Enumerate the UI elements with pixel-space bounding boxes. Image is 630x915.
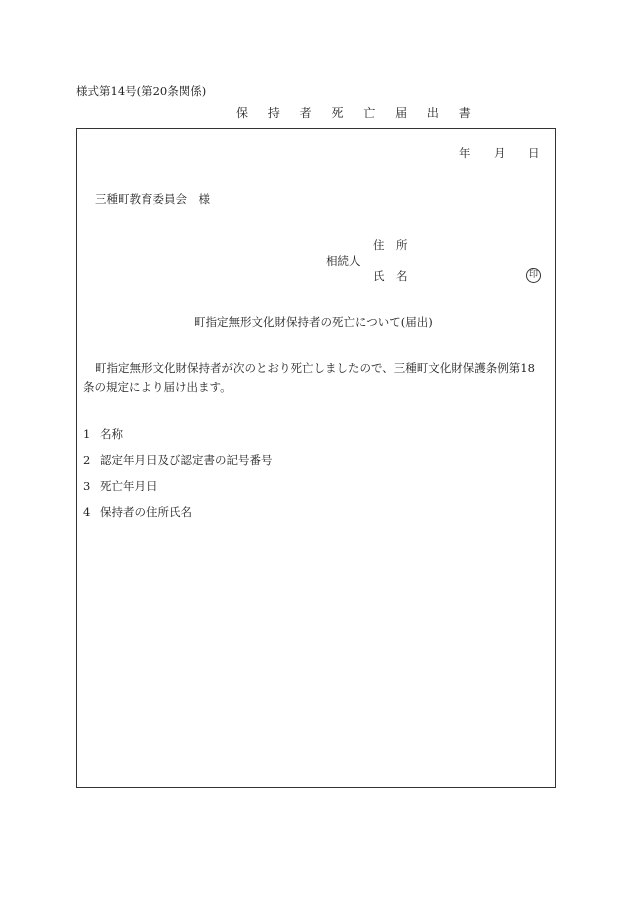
item-number: 2: [83, 453, 91, 467]
item-label: 名称: [100, 427, 123, 441]
item-label: 保持者の住所氏名: [100, 505, 192, 519]
item-number: 3: [83, 479, 91, 493]
subject-line: 町指定無形文化財保持者の死亡について(届出): [194, 315, 433, 329]
document-title: 保 持 者 死 亡 届 出 書: [236, 106, 479, 120]
item-label: 死亡年月日: [100, 479, 158, 493]
item-number: 1: [83, 427, 91, 441]
body-line-1: 町指定無形文化財保持者が次のとおり死亡しましたので、三種町文化財保護条例第18: [95, 361, 535, 375]
name-label: 氏 名: [373, 269, 408, 283]
item-number: 4: [83, 505, 91, 519]
date-month-label: 月: [494, 146, 506, 160]
body-line-2: 条の規定により届け出ます。: [83, 380, 232, 394]
address-label: 住 所: [373, 238, 408, 252]
seal-mark: 印: [526, 268, 541, 283]
list-item: [83, 452, 273, 468]
list-item: [83, 504, 192, 520]
date-day-label: 日: [528, 146, 540, 160]
addressee: 三種町教育委員会 様: [95, 192, 210, 206]
list-item: [83, 478, 158, 494]
date-year-label: 年: [459, 146, 471, 160]
list-item: [83, 426, 123, 442]
form-number: 様式第14号(第20条関係): [76, 84, 207, 98]
applicant-label: 相続人: [326, 254, 361, 268]
item-label: 認定年月日及び認定書の記号番号: [100, 453, 273, 467]
body-paragraph: [83, 359, 551, 397]
